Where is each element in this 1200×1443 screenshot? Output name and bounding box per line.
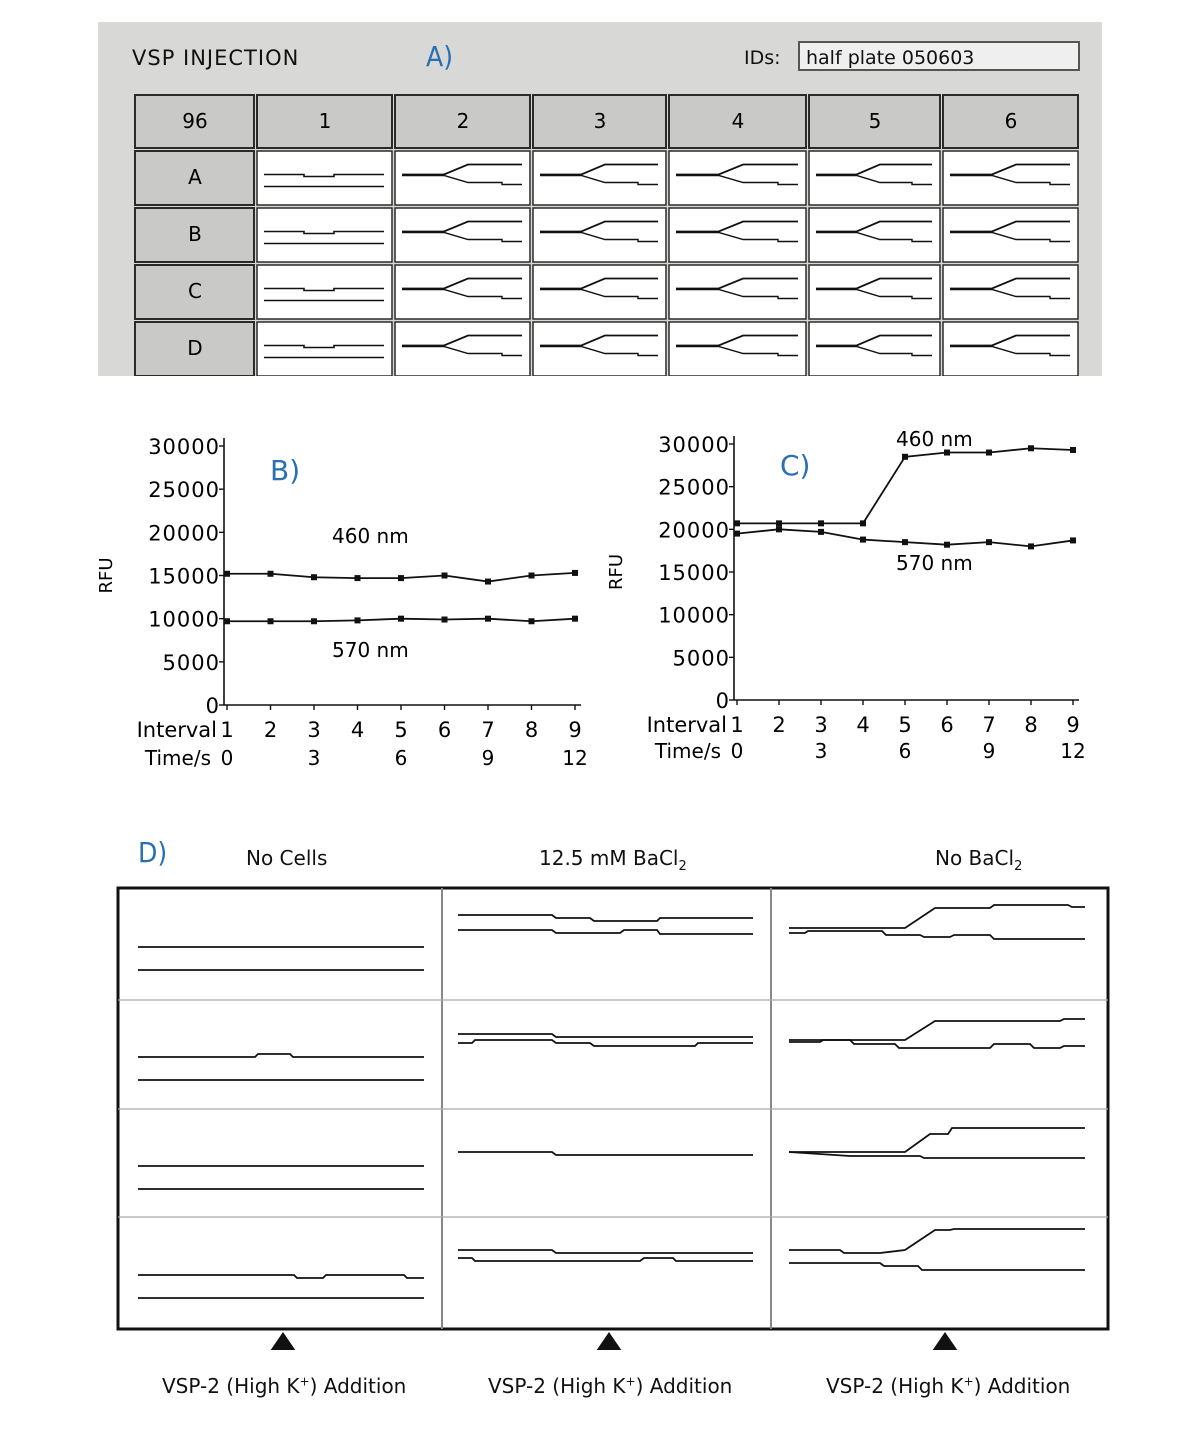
plate-well [669, 265, 806, 319]
data-point [944, 542, 950, 548]
data-point [398, 616, 404, 622]
panel-d-header-bacl2: 12.5 mM BaCl$_2$ [539, 846, 687, 874]
panel-d-header-no-cells: No Cells [246, 846, 328, 870]
arrow-label-1: VSP-2 (High K+) Addition [162, 1374, 407, 1398]
time-tick-label: 3 [307, 746, 321, 770]
data-point [311, 574, 317, 580]
plate-col-label: 2 [456, 109, 470, 133]
y-tick-label: 10000 [658, 603, 730, 628]
x-tick-label: 7 [481, 718, 495, 742]
data-point [572, 616, 578, 622]
data-point [902, 539, 908, 545]
series-label-460: 460 nm [332, 524, 409, 548]
time-tick-label: 0 [220, 746, 234, 770]
y-tick-label: 5000 [162, 650, 220, 675]
arrow-label-2: VSP-2 (High K+) Addition [488, 1374, 733, 1398]
plate-well [669, 322, 806, 376]
data-point [1028, 543, 1034, 549]
data-point [776, 526, 782, 532]
time-tick-label: 12 [1060, 739, 1086, 763]
x-tick-label: 8 [524, 718, 539, 742]
plate-well [809, 208, 940, 262]
data-point [818, 520, 824, 526]
x-tick-label: 3 [307, 718, 321, 742]
plate-well [533, 208, 666, 262]
time-tick-label: 9 [982, 739, 996, 763]
time-tick-label: 6 [898, 739, 912, 763]
plate-well [943, 151, 1078, 205]
x-axis-label-interval: Interval [646, 713, 727, 737]
time-tick-label: 9 [481, 746, 495, 770]
x-tick-label: 6 [437, 718, 452, 742]
plate-well [533, 151, 666, 205]
data-point [734, 531, 740, 537]
x-tick-label: 6 [940, 713, 954, 737]
y-tick-label: 10000 [148, 607, 220, 632]
data-point [986, 539, 992, 545]
x-tick-label: 9 [568, 718, 582, 742]
time-tick-label: 6 [394, 746, 408, 770]
panel-a-title: VSP INJECTION [132, 46, 300, 70]
chart-b [0, 400, 600, 790]
time-tick-label: 3 [814, 739, 828, 763]
data-point [311, 618, 317, 624]
x-tick-label: 9 [1066, 713, 1080, 737]
x-tick-label: 7 [982, 713, 996, 737]
time-tick-label: 12 [562, 746, 588, 770]
data-point [355, 617, 361, 623]
panel-letter: B) [270, 454, 301, 487]
data-point [398, 575, 404, 581]
x-tick-label: 8 [1024, 713, 1038, 737]
addition-arrow-icon [596, 1332, 622, 1350]
plate-row-label: A [188, 165, 202, 189]
data-point [1028, 445, 1034, 451]
plate-well [669, 208, 806, 262]
plate-well [943, 265, 1078, 319]
chart-c [600, 400, 1200, 790]
y-axis-label: RFU [96, 557, 117, 594]
panel-d-trace-grid [0, 880, 1200, 1350]
plate-well [395, 151, 530, 205]
plate-well [669, 151, 806, 205]
panel-a-letter: A) [426, 40, 454, 73]
y-tick-label: 25000 [658, 475, 730, 500]
x-tick-label: 4 [350, 718, 365, 742]
y-tick-label: 20000 [658, 518, 730, 543]
data-point [224, 571, 230, 577]
time-tick-label: 0 [730, 739, 744, 763]
plate-well [257, 322, 392, 376]
data-point [485, 616, 491, 622]
series-label-570: 570 nm [896, 551, 973, 575]
plate-well [533, 322, 666, 376]
data-point [529, 573, 535, 579]
panel-d-header-no-bacl2: No BaCl$_2$ [935, 846, 1023, 874]
ids-label: IDs: [744, 47, 781, 69]
plate-col-label: 4 [731, 109, 745, 133]
plate-row-label: C [188, 279, 202, 303]
data-point [1070, 537, 1076, 543]
data-point [776, 520, 782, 526]
data-point [268, 618, 274, 624]
plate-col-label: 5 [868, 109, 882, 133]
x-axis-label-interval: Interval [136, 718, 217, 742]
x-axis-label-time: Time/s [144, 746, 211, 770]
plate-grid [98, 22, 1102, 376]
data-point [529, 618, 535, 624]
y-tick-label: 0 [715, 689, 730, 713]
ids-field[interactable]: half plate 050603 [798, 41, 1080, 71]
panel-d-letter: D) [138, 836, 168, 869]
panel-a-plate-screenshot [98, 22, 1102, 376]
y-tick-label: 30000 [148, 435, 220, 459]
data-point [442, 617, 448, 623]
plate-well [533, 265, 666, 319]
data-point [355, 575, 361, 581]
x-tick-label: 5 [898, 713, 912, 737]
panel-letter: C) [780, 449, 811, 482]
y-tick-label: 20000 [148, 521, 220, 546]
y-tick-label: 5000 [672, 646, 730, 671]
plate-well [257, 151, 392, 205]
data-point [986, 450, 992, 456]
x-tick-label: 2 [772, 713, 786, 737]
plate-well [395, 265, 530, 319]
x-tick-label: 1 [730, 713, 744, 737]
y-tick-label: 15000 [658, 561, 730, 585]
plate-well [395, 208, 530, 262]
addition-arrow-icon [270, 1332, 296, 1350]
data-point [442, 573, 448, 579]
addition-arrow-icon [932, 1332, 958, 1350]
plate-col-label: 3 [593, 109, 607, 133]
data-point [1070, 447, 1076, 453]
x-tick-label: 1 [220, 718, 234, 742]
data-point [268, 571, 274, 577]
plate-row-label: B [188, 222, 202, 246]
x-tick-label: 4 [856, 713, 870, 737]
plate-row-label: D [187, 336, 203, 360]
x-axis-label-time: Time/s [654, 739, 721, 763]
y-axis-label: RFU [606, 553, 627, 591]
x-tick-label: 2 [263, 718, 278, 742]
data-point [734, 520, 740, 526]
arrow-label-3: VSP-2 (High K+) Addition [826, 1374, 1071, 1398]
plate-well [943, 322, 1078, 376]
data-point [485, 579, 491, 585]
y-tick-label: 30000 [658, 433, 730, 457]
plate-well [943, 208, 1078, 262]
data-point [818, 529, 824, 535]
series-label-570: 570 nm [332, 638, 409, 662]
plate-well [809, 265, 940, 319]
plate-well [809, 151, 940, 205]
data-point [902, 454, 908, 460]
plate-well [257, 208, 392, 262]
plate-col-label: 1 [318, 109, 332, 133]
data-point [860, 520, 866, 526]
x-tick-label: 5 [394, 718, 408, 742]
series-label-460: 460 nm [896, 427, 973, 451]
plate-well [809, 322, 940, 376]
plate-well [257, 265, 392, 319]
plate-well [395, 322, 530, 376]
y-tick-label: 15000 [148, 564, 220, 589]
data-point [224, 618, 230, 624]
data-point [572, 570, 578, 576]
y-tick-label: 25000 [148, 478, 220, 503]
plate-col-label: 96 [182, 109, 208, 133]
x-tick-label: 3 [814, 713, 828, 737]
data-point [860, 537, 866, 543]
y-tick-label: 0 [205, 694, 220, 718]
plate-col-label: 6 [1004, 109, 1018, 133]
